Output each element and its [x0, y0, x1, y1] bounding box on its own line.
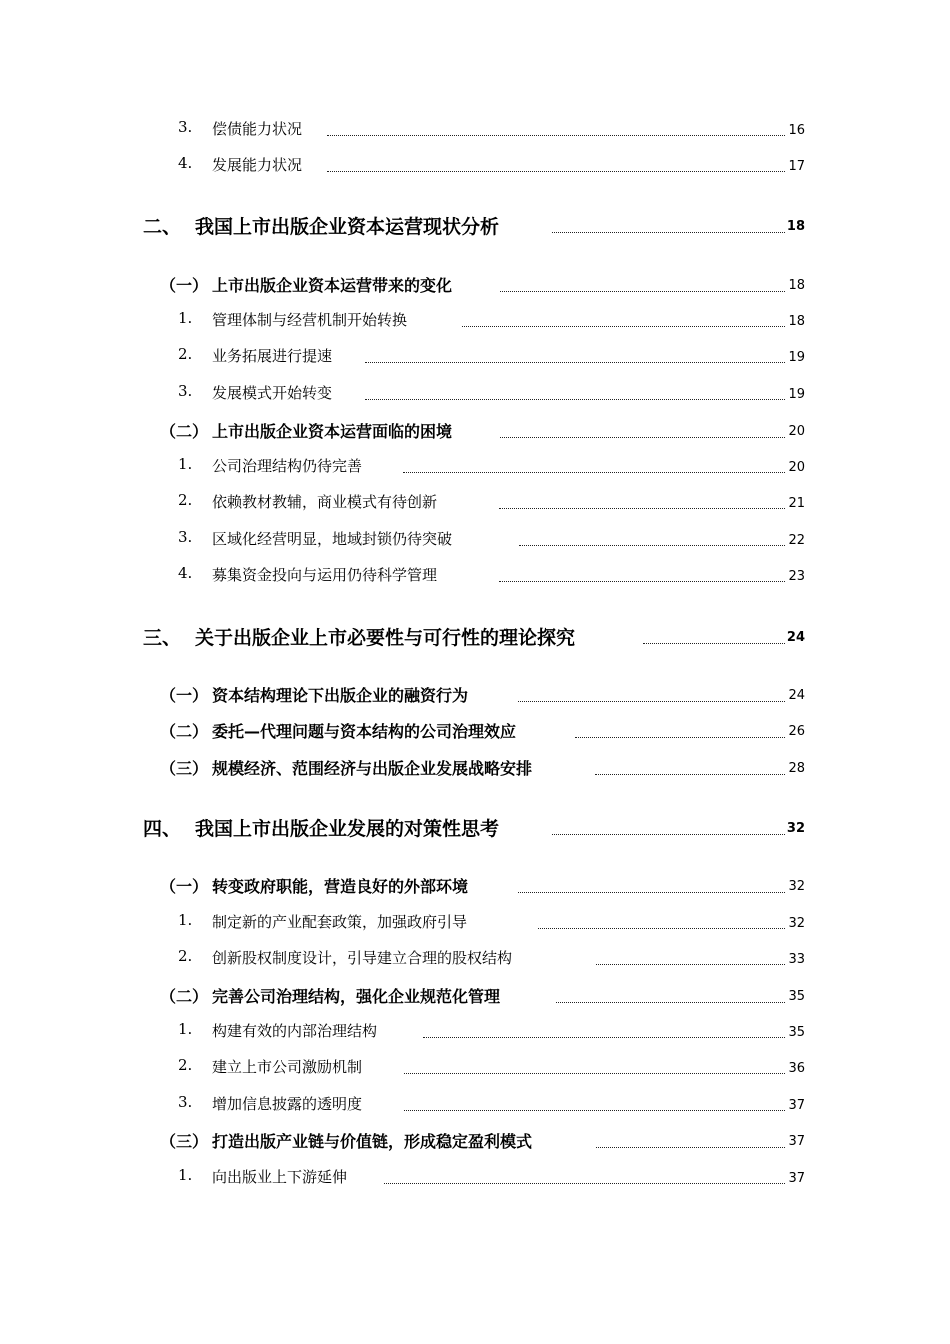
toc-chapter-entry[interactable] — [0, 623, 950, 649]
toc-leader-dots — [327, 135, 785, 136]
toc-entry[interactable] — [0, 491, 950, 517]
toc-entry-number: （二） — [160, 422, 209, 441]
toc-entry-number: 1. — [178, 455, 193, 473]
toc-leader-dots — [500, 291, 785, 292]
toc-section-entry[interactable] — [0, 984, 950, 1010]
toc-entry-title: 打造出版产业链与价值链，形成稳定盈利模式 — [212, 1132, 533, 1151]
toc-entry[interactable] — [0, 118, 950, 144]
toc-entry-number: 1. — [178, 911, 193, 929]
toc-page-number: 32 — [788, 879, 805, 894]
toc-entry-number: 1. — [178, 1166, 193, 1184]
toc-leader-dots — [500, 437, 785, 438]
toc-page-number: 19 — [788, 387, 805, 402]
toc-page-number: 26 — [788, 724, 805, 739]
toc-entry-title: 募集资金投向与运用仍待科学管理 — [212, 566, 438, 584]
toc-section-entry[interactable] — [0, 874, 950, 900]
toc-leader-dots — [552, 232, 785, 233]
toc-entry-title: 发展模式开始转变 — [212, 384, 333, 402]
toc-section-entry[interactable] — [0, 756, 950, 782]
toc-entry-number: 三、 — [143, 627, 182, 649]
toc-entry[interactable] — [0, 154, 950, 180]
toc-entry-number: （三） — [160, 759, 209, 778]
toc-leader-dots — [423, 1037, 785, 1038]
toc-entry[interactable] — [0, 947, 950, 973]
toc-entry-number: 2. — [178, 491, 193, 509]
toc-entry-title: 增加信息披露的透明度 — [212, 1095, 363, 1113]
toc-entry-title: 规模经济、范围经济与出版企业发展战略安排 — [212, 759, 533, 778]
toc-entry-title: 区域化经营明显，地域封锁仍待突破 — [212, 530, 453, 548]
toc-entry-number: 1. — [178, 1020, 193, 1038]
toc-entry-title: 我国上市出版企业发展的对策性思考 — [195, 818, 500, 840]
toc-leader-dots — [552, 834, 785, 835]
toc-leader-dots — [499, 581, 785, 582]
toc-entry[interactable] — [0, 1020, 950, 1046]
toc-entry-title: 发展能力状况 — [212, 156, 303, 174]
toc-entry-number: 2. — [178, 1056, 193, 1074]
toc-page-number: 23 — [788, 569, 805, 584]
toc-entry-number: 四、 — [143, 818, 182, 840]
toc-entry[interactable] — [0, 1166, 950, 1192]
toc-entry-number: 3. — [178, 1093, 193, 1111]
toc-entry[interactable] — [0, 309, 950, 335]
toc-page-number: 18 — [788, 278, 805, 293]
toc-entry-number: （三） — [160, 1132, 209, 1151]
toc-entry-title: 向出版业上下游延伸 — [212, 1168, 348, 1186]
toc-leader-dots — [518, 701, 785, 702]
toc-leader-dots — [643, 643, 785, 644]
toc-leader-dots — [365, 362, 785, 363]
toc-page-number: 22 — [788, 533, 805, 548]
toc-page-number: 37 — [788, 1098, 805, 1113]
toc-page-number: 37 — [788, 1171, 805, 1186]
toc-page-number: 37 — [788, 1134, 805, 1149]
toc-section-entry[interactable] — [0, 273, 950, 299]
toc-leader-dots — [403, 472, 785, 473]
toc-leader-dots — [404, 1073, 785, 1074]
toc-leader-dots — [519, 545, 785, 546]
toc-page-number: 36 — [788, 1061, 805, 1076]
toc-chapter-entry[interactable] — [0, 814, 950, 840]
toc-leader-dots — [538, 928, 785, 929]
toc-entry-number: 2. — [178, 345, 193, 363]
toc-entry-title: 公司治理结构仍待完善 — [212, 457, 363, 475]
toc-leader-dots — [327, 171, 785, 172]
toc-page-number: 24 — [788, 688, 805, 703]
toc-leader-dots — [404, 1110, 785, 1111]
toc-section-entry[interactable] — [0, 1129, 950, 1155]
toc-section-entry[interactable] — [0, 419, 950, 445]
toc-leader-dots — [596, 1147, 785, 1148]
toc-chapter-entry[interactable] — [0, 212, 950, 238]
toc-entry-number: （一） — [160, 276, 209, 295]
toc-entry[interactable] — [0, 345, 950, 371]
toc-entry[interactable] — [0, 528, 950, 554]
toc-entry-title: 建立上市公司激励机制 — [212, 1058, 363, 1076]
toc-leader-dots — [556, 1002, 785, 1003]
toc-leader-dots — [384, 1183, 785, 1184]
toc-entry[interactable] — [0, 911, 950, 937]
toc-page-number: 20 — [788, 424, 805, 439]
toc-leader-dots — [595, 774, 785, 775]
toc-page-number: 28 — [788, 761, 805, 776]
toc-entry-title: 上市出版企业资本运营面临的困境 — [212, 422, 453, 441]
toc-entry[interactable] — [0, 1056, 950, 1082]
toc-page-number: 16 — [788, 123, 805, 138]
toc-entry-title: 转变政府职能，营造良好的外部环境 — [212, 877, 469, 896]
toc-entry-number: 二、 — [143, 216, 182, 238]
toc-page-number: 18 — [788, 314, 805, 329]
toc-leader-dots — [518, 892, 785, 893]
toc-page-number: 20 — [788, 460, 805, 475]
toc-entry[interactable] — [0, 455, 950, 481]
toc-entry-title: 我国上市出版企业资本运营现状分析 — [195, 216, 500, 238]
toc-leader-dots — [575, 737, 785, 738]
toc-leader-dots — [365, 399, 785, 400]
toc-page-number: 32 — [786, 821, 805, 836]
toc-entry-title: 制定新的产业配套政策，加强政府引导 — [212, 913, 468, 931]
toc-page-number: 19 — [788, 350, 805, 365]
toc-entry[interactable] — [0, 564, 950, 590]
toc-entry-title: 创新股权制度设计，引导建立合理的股权结构 — [212, 949, 513, 967]
toc-entry-number: 3. — [178, 118, 193, 136]
toc-entry-number: 2. — [178, 947, 193, 965]
toc-leader-dots — [499, 508, 785, 509]
toc-entry-number: 3. — [178, 382, 193, 400]
toc-entry-title: 关于出版企业上市必要性与可行性的理论探究 — [195, 627, 576, 649]
toc-page-number: 18 — [786, 219, 805, 234]
toc-entry-number: 4. — [178, 564, 193, 582]
toc-entry-title: 偿债能力状况 — [212, 120, 303, 138]
toc-leader-dots — [596, 964, 785, 965]
toc-entry-number: 4. — [178, 154, 193, 172]
toc-entry-number: 3. — [178, 528, 193, 546]
toc-entry-number: （二） — [160, 987, 209, 1006]
toc-entry-number: （一） — [160, 877, 209, 896]
toc-entry-title: 委托—代理问题与资本结构的公司治理效应 — [212, 722, 517, 741]
toc-page-number: 35 — [788, 989, 805, 1004]
toc-entry-title: 管理体制与经营机制开始转换 — [212, 311, 408, 329]
toc-entry-title: 业务拓展进行提速 — [212, 347, 333, 365]
toc-leader-dots — [462, 326, 785, 327]
toc-entry[interactable] — [0, 382, 950, 408]
toc-entry-title: 完善公司治理结构，强化企业规范化管理 — [212, 987, 501, 1006]
toc-page-number: 35 — [788, 1025, 805, 1040]
toc-entry-title: 依赖教材教辅，商业模式有待创新 — [212, 493, 438, 511]
toc-entry-number: （二） — [160, 722, 209, 741]
toc-entry[interactable] — [0, 1093, 950, 1119]
toc-page-number: 33 — [788, 952, 805, 967]
toc-section-entry[interactable] — [0, 719, 950, 745]
toc-page-number: 24 — [786, 630, 805, 645]
toc-entry-title: 构建有效的内部治理结构 — [212, 1022, 378, 1040]
toc-page-number: 21 — [788, 496, 805, 511]
toc-section-entry[interactable] — [0, 683, 950, 709]
toc-page-number: 17 — [788, 159, 805, 174]
toc-entry-number: 1. — [178, 309, 193, 327]
toc-page-number: 32 — [788, 916, 805, 931]
toc-entry-title: 上市出版企业资本运营带来的变化 — [212, 276, 453, 295]
toc-entry-title: 资本结构理论下出版企业的融资行为 — [212, 686, 469, 705]
toc-entry-number: （一） — [160, 686, 209, 705]
